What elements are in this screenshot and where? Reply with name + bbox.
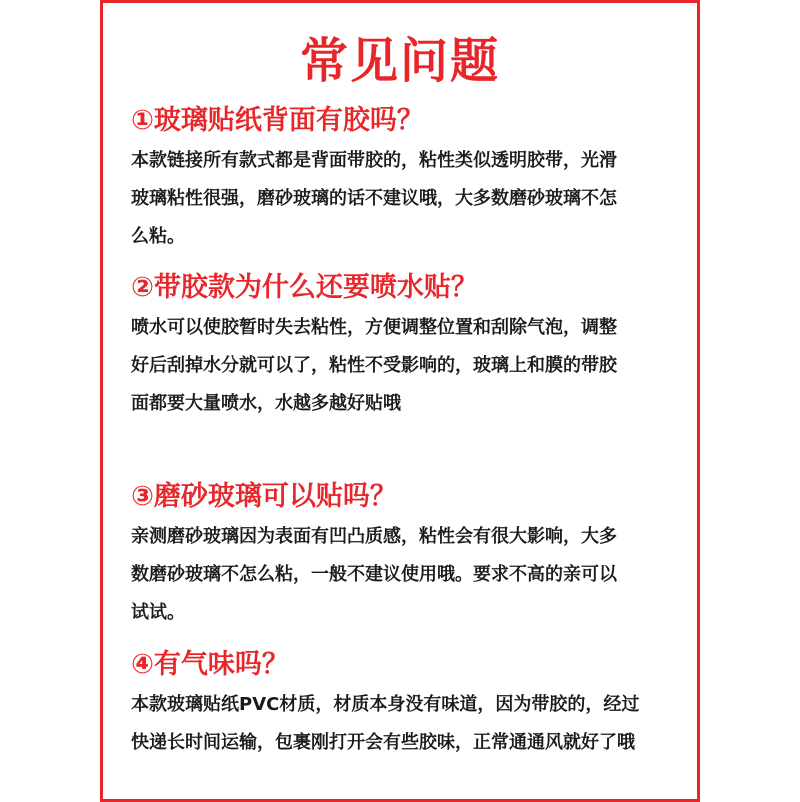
faq-answer-2 — [131, 309, 676, 423]
faq-answer-4 — [131, 686, 676, 762]
faq-answer-3 — [131, 518, 676, 632]
answer-line: 本款链接所有款式都是背面带胶的，粘性类似透明胶带，光滑 — [131, 150, 617, 171]
faq-card — [100, 0, 700, 802]
answer-line: 喷水可以使胶暂时失去粘性，方便调整位置和刮除气泡，调整 — [131, 317, 617, 338]
answer-line: 快递长时间运输，包裹刚打开会有些胶味，正常通通风就好了哦 — [131, 732, 635, 753]
answer-line: 本款玻璃贴纸PVC材质，材质本身没有味道，因为带胶的，经过 — [131, 694, 640, 715]
answer-line: 试试。 — [131, 602, 185, 623]
answer-line: 好后刮掉水分就可以了，粘性不受影响的，玻璃上和膜的带胶 — [131, 355, 617, 376]
answer-line: 数磨砂玻璃不怎么粘，一般不建议使用哦。要求不高的亲可以 — [131, 564, 617, 585]
faq-question-3: ③磨砂玻璃可以贴吗？ — [131, 481, 397, 512]
answer-line: 么粘。 — [131, 226, 185, 247]
faq-answer-1 — [131, 142, 676, 256]
answer-line: 玻璃粘性很强，磨砂玻璃的话不建议哦，大多数磨砂玻璃不怎 — [131, 188, 617, 209]
faq-question-4: ④有气味吗？ — [131, 649, 289, 680]
faq-question-1: ①玻璃贴纸背面有胶吗？ — [131, 105, 424, 136]
page-title: 常见问题 — [299, 33, 500, 89]
answer-line: 面都要大量喷水，水越多越好贴哦 — [131, 393, 401, 414]
answer-line: 亲测磨砂玻璃因为表面有凹凸质感，粘性会有很大影响，大多 — [131, 526, 617, 547]
faq-question-2: ②带胶款为什么还要喷水贴？ — [131, 272, 478, 303]
